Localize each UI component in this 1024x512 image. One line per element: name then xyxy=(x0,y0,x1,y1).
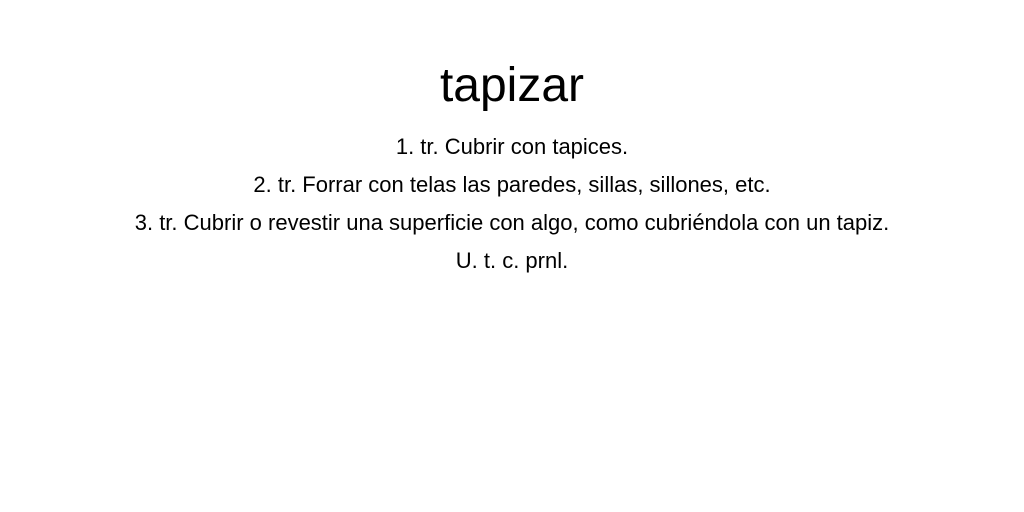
definition-1: 1. tr. Cubrir con tapices. xyxy=(395,134,629,159)
entry-headword: tapizar xyxy=(439,59,585,112)
usage-note: U. t. c. prnl. xyxy=(455,248,569,273)
definition-list xyxy=(0,128,1024,280)
definition-2: 2. tr. Forrar con telas las paredes, sillas, sillones, etc. xyxy=(253,172,771,197)
definition-3: 3. tr. Cubrir o revestir una superficie con algo, como cubriéndola con un tapiz. xyxy=(134,210,890,235)
